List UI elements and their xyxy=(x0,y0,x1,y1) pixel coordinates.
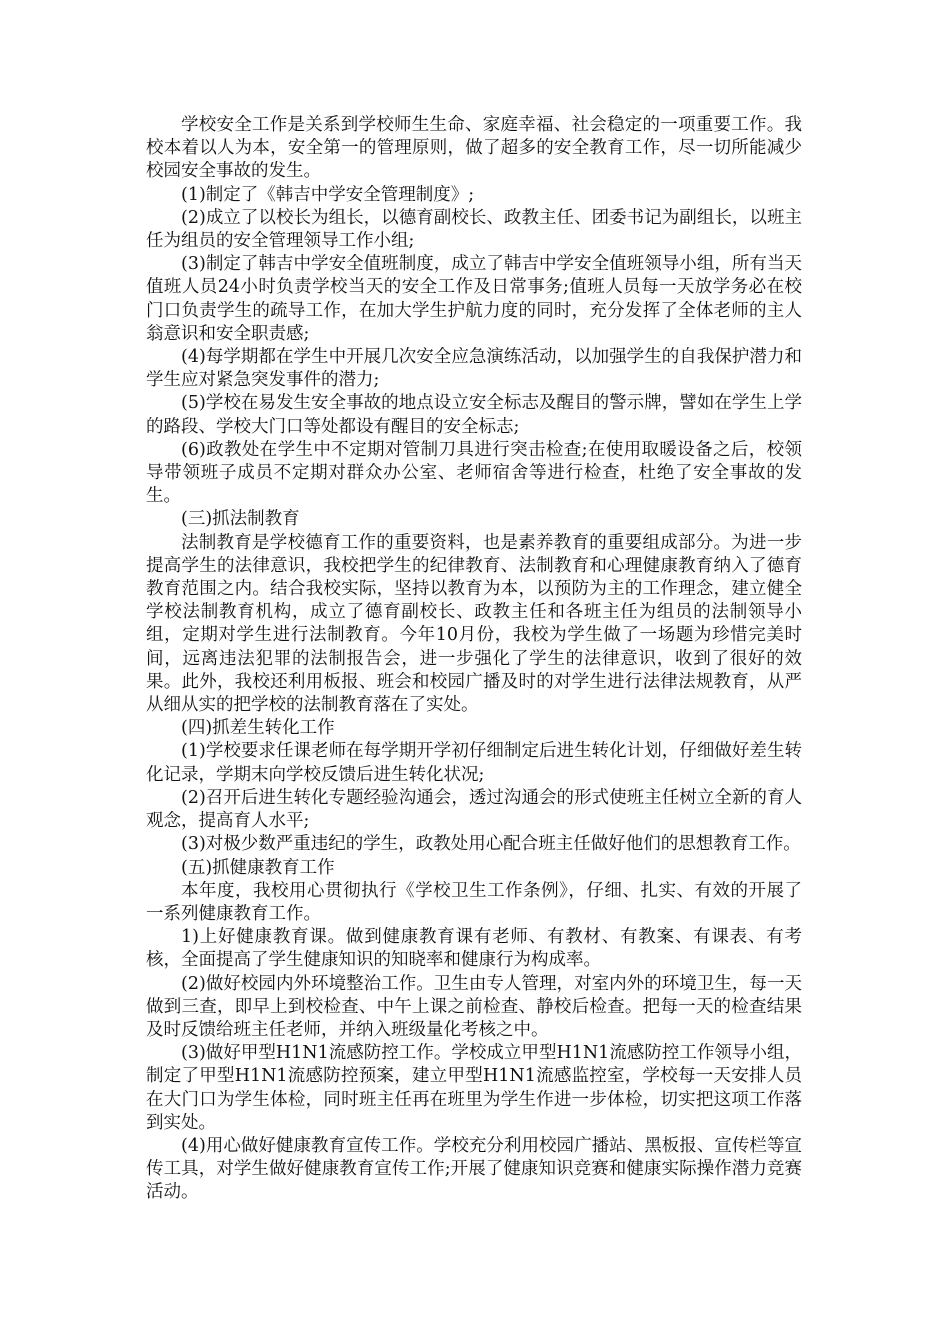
document-body xyxy=(146,114,802,1205)
section-heading: (五)抓健康教育工作 xyxy=(181,857,335,878)
section-heading: (四)抓差生转化工作 xyxy=(181,718,335,739)
paragraph: (6)政教处在学生中不定期对管制刀具进行突击检查;在使用取暖设备之后，校领导带领班子成员不定期对群众办公室、老师宿舍等进行检查，杜绝了安全事故的发生。 xyxy=(146,439,802,507)
paragraph: (4)每学期都在学生中开展几次安全应急演练活动，以加强学生的自我保护潜力和学生应对紧急突发事件的潜力; xyxy=(146,347,802,391)
section-heading: (三)抓法制教育 xyxy=(181,509,300,530)
paragraph: (2)做好校园内外环境整治工作。卫生由专人管理，对室内外的环境卫生，每一天做到三查，即早上到校检查、中午上课之前检查、静校后检查。把每一天的检查结果及时反馈给班主任老师，并纳入班级量化考核之中。 xyxy=(146,973,802,1040)
paragraph: 1)上好健康教育课。做到健康教育课有老师、有教材、有教案、有课表、有考核，全面提高了学生健康知识的知晓率和健康行为构成率。 xyxy=(146,927,802,971)
paragraph: (3)对极少数严重违纪的学生，政教处用心配合班主任做好他们的思想教育工作。 xyxy=(181,834,801,855)
paragraph: (3)制定了韩吉中学安全值班制度，成立了韩吉中学安全值班领导小组，所有当天值班人员24小时负责学校当天的安全工作及日常事务;值班人员每一天放学务必在校门口负责学生的疏导工作，在加大学生护航力度的同时，充分发挥了全体老师的主人翁意识和安全职责感; xyxy=(146,254,802,344)
paragraph: (1)制定了《韩吉中学安全管理制度》; xyxy=(181,184,475,205)
paragraph: (3)做好甲型H1N1流感防控工作。学校成立甲型H1N1流感防控工作领导小组，制定了甲型H1N1流感防控预案，建立甲型H1N1流感监控室，学校每一天安排人员在大门口为学生体检，同时班主任再在班里为学生作进一步体检，切实把这项工作落到实处。 xyxy=(146,1043,802,1133)
paragraph: (2)召开后进生转化专题经验沟通会，透过沟通会的形式使班主任树立全新的育人观念，提高育人水平; xyxy=(146,787,802,832)
paragraph: (5)学校在易发生安全事故的地点设立安全标志及醒目的警示牌，譬如在学生上学的路段、学校大门口等处都设有醒目的安全标志; xyxy=(146,393,802,437)
paragraph: (2)成立了以校长为组长，以德育副校长、政教主任、团委书记为副组长，以班主任为组员的安全管理领导工作小组; xyxy=(146,207,802,252)
paragraph: (1)学校要求任课老师在每学期开学初仔细制定后进生转化计划，仔细做好差生转化记录，学期末向学校反馈后进生转化状况; xyxy=(146,741,802,785)
paragraph: 法制教育是学校德育工作的重要资料，也是素养教育的重要组成部分。为进一步提高学生的法律意识，我校把学生的纪律教育、法制教育和心理健康教育纳入了德育教育范围之内。结合我校实际，坚持以教育为本，以预防为主的工作理念，建立健全学校法制教育机构，成立了德育副校长、政教主任和各班主任为组员的法制领导小组，定期对学生进行法制教育。今年10月份，我校为学生做了一场题为珍惜完美时间，远离违法犯罪的法制报告会，进一步强化了学生的法律意识，收到了很好的效果。此外，我校还利用板报、班会和校园广播及时的对学生进行法律法规教育，从严从细从实的把学校的法制教育落在了实处。 xyxy=(146,532,802,716)
paragraph: (4)用心做好健康教育宣传工作。学校充分利用校园广播站、黑板报、宣传栏等宣传工具，对学生做好健康教育宣传工作;开展了健康知识竞赛和健康实际操作潜力竞赛活动。 xyxy=(146,1135,802,1203)
paragraph: 学校安全工作是关系到学校师生生命、家庭幸福、社会稳定的一项重要工作。我校本着以人为本，安全第一的管理原则，做了超多的安全教育工作，尽一切所能减少校园安全事故的发生。 xyxy=(146,115,802,182)
paragraph: 本年度，我校用心贯彻执行《学校卫生工作条例》，仔细、扎实、有效的开展了一系列健康教育工作。 xyxy=(146,880,802,924)
